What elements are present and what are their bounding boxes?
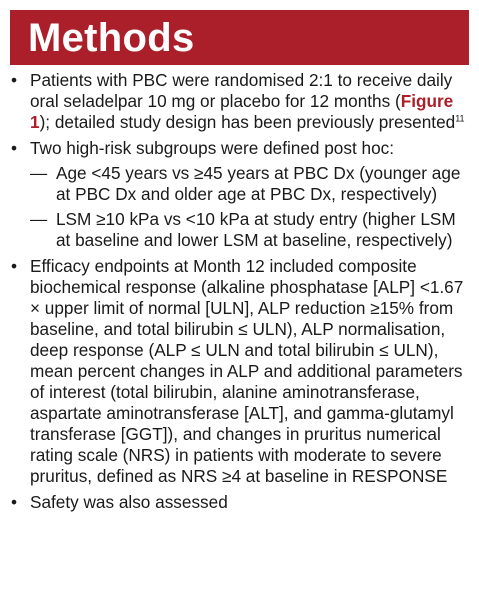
bullet-text-continued: ); detailed study design has been previously presented bbox=[39, 112, 456, 132]
methods-content bbox=[10, 70, 472, 518]
bullet-marker: • bbox=[11, 138, 18, 158]
bullet-text: Patients with PBC were randomised 2:1 to receive daily oral seladelpar 10 mg or placebo for 12 months ( bbox=[30, 70, 453, 111]
section-header bbox=[10, 10, 469, 65]
section-title: Methods bbox=[28, 16, 195, 60]
bullet-marker: • bbox=[11, 256, 18, 276]
subitem-age bbox=[10, 163, 472, 205]
subitem-lsm bbox=[10, 209, 472, 251]
bullet-text: Two high-risk subgroups were defined post hoc: bbox=[30, 138, 394, 158]
bullet-item-subgroups bbox=[10, 138, 472, 251]
subitem-text: Age <45 years vs ≥45 years at PBC Dx (younger age at PBC Dx and older age at PBC Dx, respectively) bbox=[56, 163, 461, 204]
bullet-item-safety bbox=[10, 492, 472, 513]
bullet-marker: • bbox=[11, 70, 18, 90]
subitem-text: LSM ≥10 kPa vs <10 kPa at study entry (higher LSM at baseline and lower LSM at baseline, respectively) bbox=[56, 209, 456, 250]
bullet-text: Safety was also assessed bbox=[30, 492, 228, 512]
bullet-item-efficacy-endpoints bbox=[10, 256, 472, 487]
bullet-text: Efficacy endpoints at Month 12 included composite biochemical response (alkaline phosphatase [ALP] <1.67 × upper limit of normal [ULN], ALP reduction ≥15% from baseline, and total bilirubin ≤ ULN), ALP normalisation, deep response (ALP ≤ ULN and total bilirubin ≤ ULN), mean percent changes in ALP and additional parameters of interest (total bilirubin, alanine aminotransferase, aspartate aminotransferase [ALT], and gamma-glutamyl transferase [GGT]), and changes in pruritus numerical rating scale (NRS) in patients with moderate to severe pruritus, defined as NRS ≥4 at baseline in RESPONSE bbox=[30, 256, 464, 486]
dash-marker: — bbox=[30, 209, 48, 229]
figure-1-link[interactable]: Figure 1 bbox=[30, 91, 454, 132]
reference-superscript: 11 bbox=[455, 113, 465, 124]
dash-marker: — bbox=[30, 163, 48, 183]
bullet-item-randomisation bbox=[10, 70, 472, 133]
bullet-marker: • bbox=[11, 492, 18, 512]
